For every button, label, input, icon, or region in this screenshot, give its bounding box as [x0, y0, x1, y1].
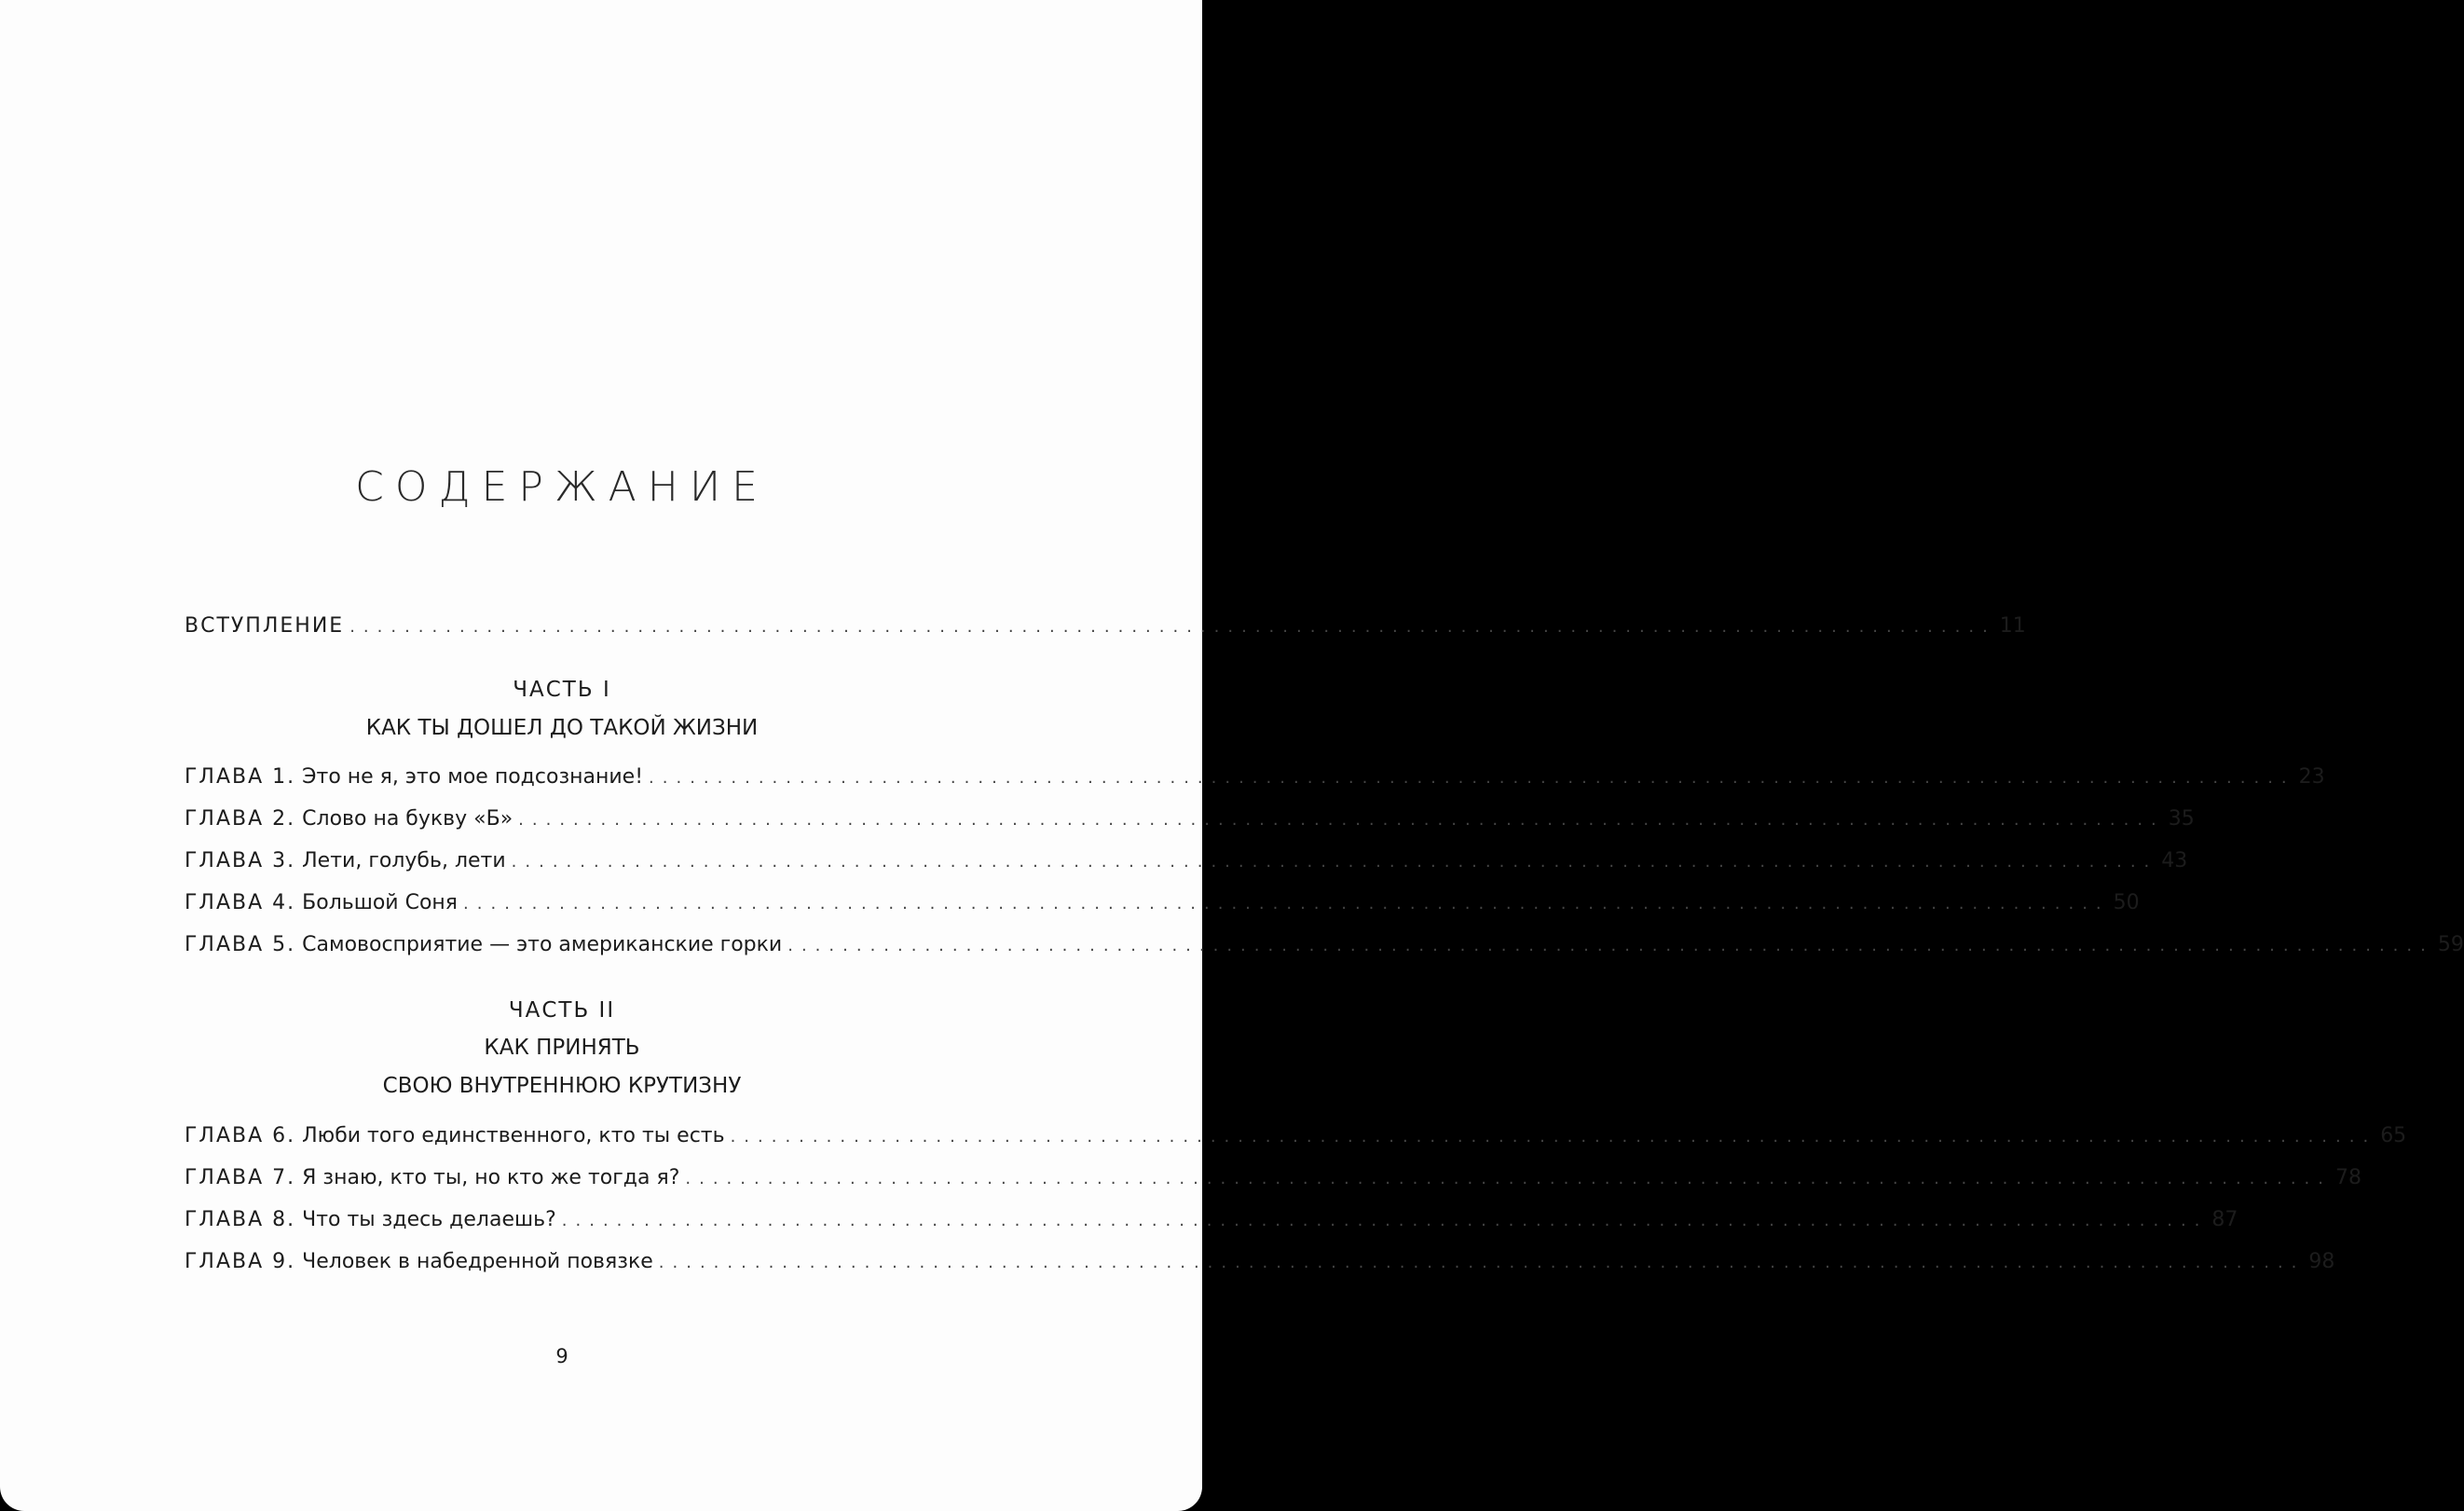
chapter-prefix: ГЛАВА 4. [185, 891, 296, 914]
leader-dots: ........................................................................................................................ [787, 936, 2434, 955]
leader-dots: ........................................................................................................................ [730, 1127, 2377, 1147]
leader-dots: ........................................................................................................................ [463, 894, 2110, 913]
toc-entry-chapter-4[interactable] [185, 888, 2140, 918]
chapter-prefix: ГЛАВА 8. [185, 1208, 296, 1231]
chapter-title: Большой Соня [302, 891, 459, 914]
part-2-title-line-1: КАК ПРИНЯТЬ [484, 1036, 640, 1060]
part-1-title: КАК ТЫ ДОШЕЛ ДО ТАКОЙ ЖИЗНИ [365, 716, 759, 740]
toc-entry-chapter-5[interactable] [185, 930, 2464, 960]
toc-page-number: 23 [2298, 765, 2325, 789]
part-2-heading: ЧАСТЬ II [508, 998, 616, 1023]
chapter-title: Что ты здесь делаешь? [302, 1208, 556, 1231]
chapter-prefix: ГЛАВА 5. [185, 933, 296, 956]
toc-page-number: 65 [2380, 1124, 2407, 1147]
chapter-prefix: ГЛАВА 6. [185, 1124, 296, 1147]
toc-intro-label: ВСТУПЛЕНИЕ [185, 614, 345, 638]
toc-entry-chapter-7[interactable] [185, 1163, 2361, 1193]
part-2-title-line-2: СВОЮ ВНУТРЕННЮЮ КРУТИЗНУ [382, 1074, 742, 1098]
chapter-prefix: ГЛАВА 2. [185, 807, 296, 831]
toc-page-number: 35 [2168, 807, 2195, 831]
leader-dots: ........................................................................................................................ [649, 768, 2295, 788]
toc-entry-chapter-8[interactable] [185, 1205, 2238, 1235]
chapter-title: Люби того единственного, кто ты есть [302, 1124, 725, 1147]
chapter-prefix: ГЛАВА 3. [185, 849, 296, 872]
toc-entry-chapter-9[interactable] [185, 1247, 2335, 1277]
toc-entry-chapter-3[interactable] [185, 846, 2188, 876]
leader-dots: ........................................................................................................................ [349, 617, 1996, 637]
toc-page-number: 78 [2335, 1166, 2361, 1189]
toc-page-number: 98 [2308, 1250, 2335, 1273]
leader-dots: ........................................................................................................................ [685, 1169, 2332, 1188]
part-1-heading: ЧАСТЬ I [513, 678, 611, 702]
toc-entry-chapter-2[interactable] [185, 804, 2195, 834]
leader-dots: ........................................................................................................................ [518, 810, 2165, 830]
leader-dots: ........................................................................................................................ [561, 1211, 2209, 1230]
toc-entry-chapter-1[interactable] [185, 762, 2325, 792]
chapter-title: Человек в набедренной повязке [302, 1250, 653, 1273]
page-number: 9 [555, 1345, 568, 1367]
leader-dots: ........................................................................................................................ [658, 1253, 2306, 1272]
toc-page-number: 87 [2211, 1208, 2238, 1231]
toc-page-number: 50 [2113, 891, 2140, 914]
toc-page-number: 59 [2437, 933, 2464, 956]
toc-page-number: 43 [2161, 849, 2188, 872]
toc-page-number: 11 [1999, 614, 2026, 638]
page-title: СОДЕРЖАНИЕ [355, 463, 769, 511]
chapter-title: Лети, голубь, лети [302, 849, 506, 872]
leader-dots: ........................................................................................................................ [511, 852, 2158, 872]
chapter-title: Я знаю, кто ты, но кто же тогда я? [302, 1166, 680, 1189]
chapter-title: Слово на букву «Б» [302, 807, 513, 831]
toc-entry-intro[interactable] [185, 611, 2026, 641]
chapter-title: Это не я, это мое подсознание! [302, 765, 644, 789]
chapter-prefix: ГЛАВА 9. [185, 1250, 296, 1273]
chapter-prefix: ГЛАВА 7. [185, 1166, 296, 1189]
toc-entry-chapter-6[interactable] [185, 1121, 2407, 1151]
chapter-prefix: ГЛАВА 1. [185, 765, 296, 789]
chapter-title: Самовосприятие — это американские горки [302, 933, 783, 956]
